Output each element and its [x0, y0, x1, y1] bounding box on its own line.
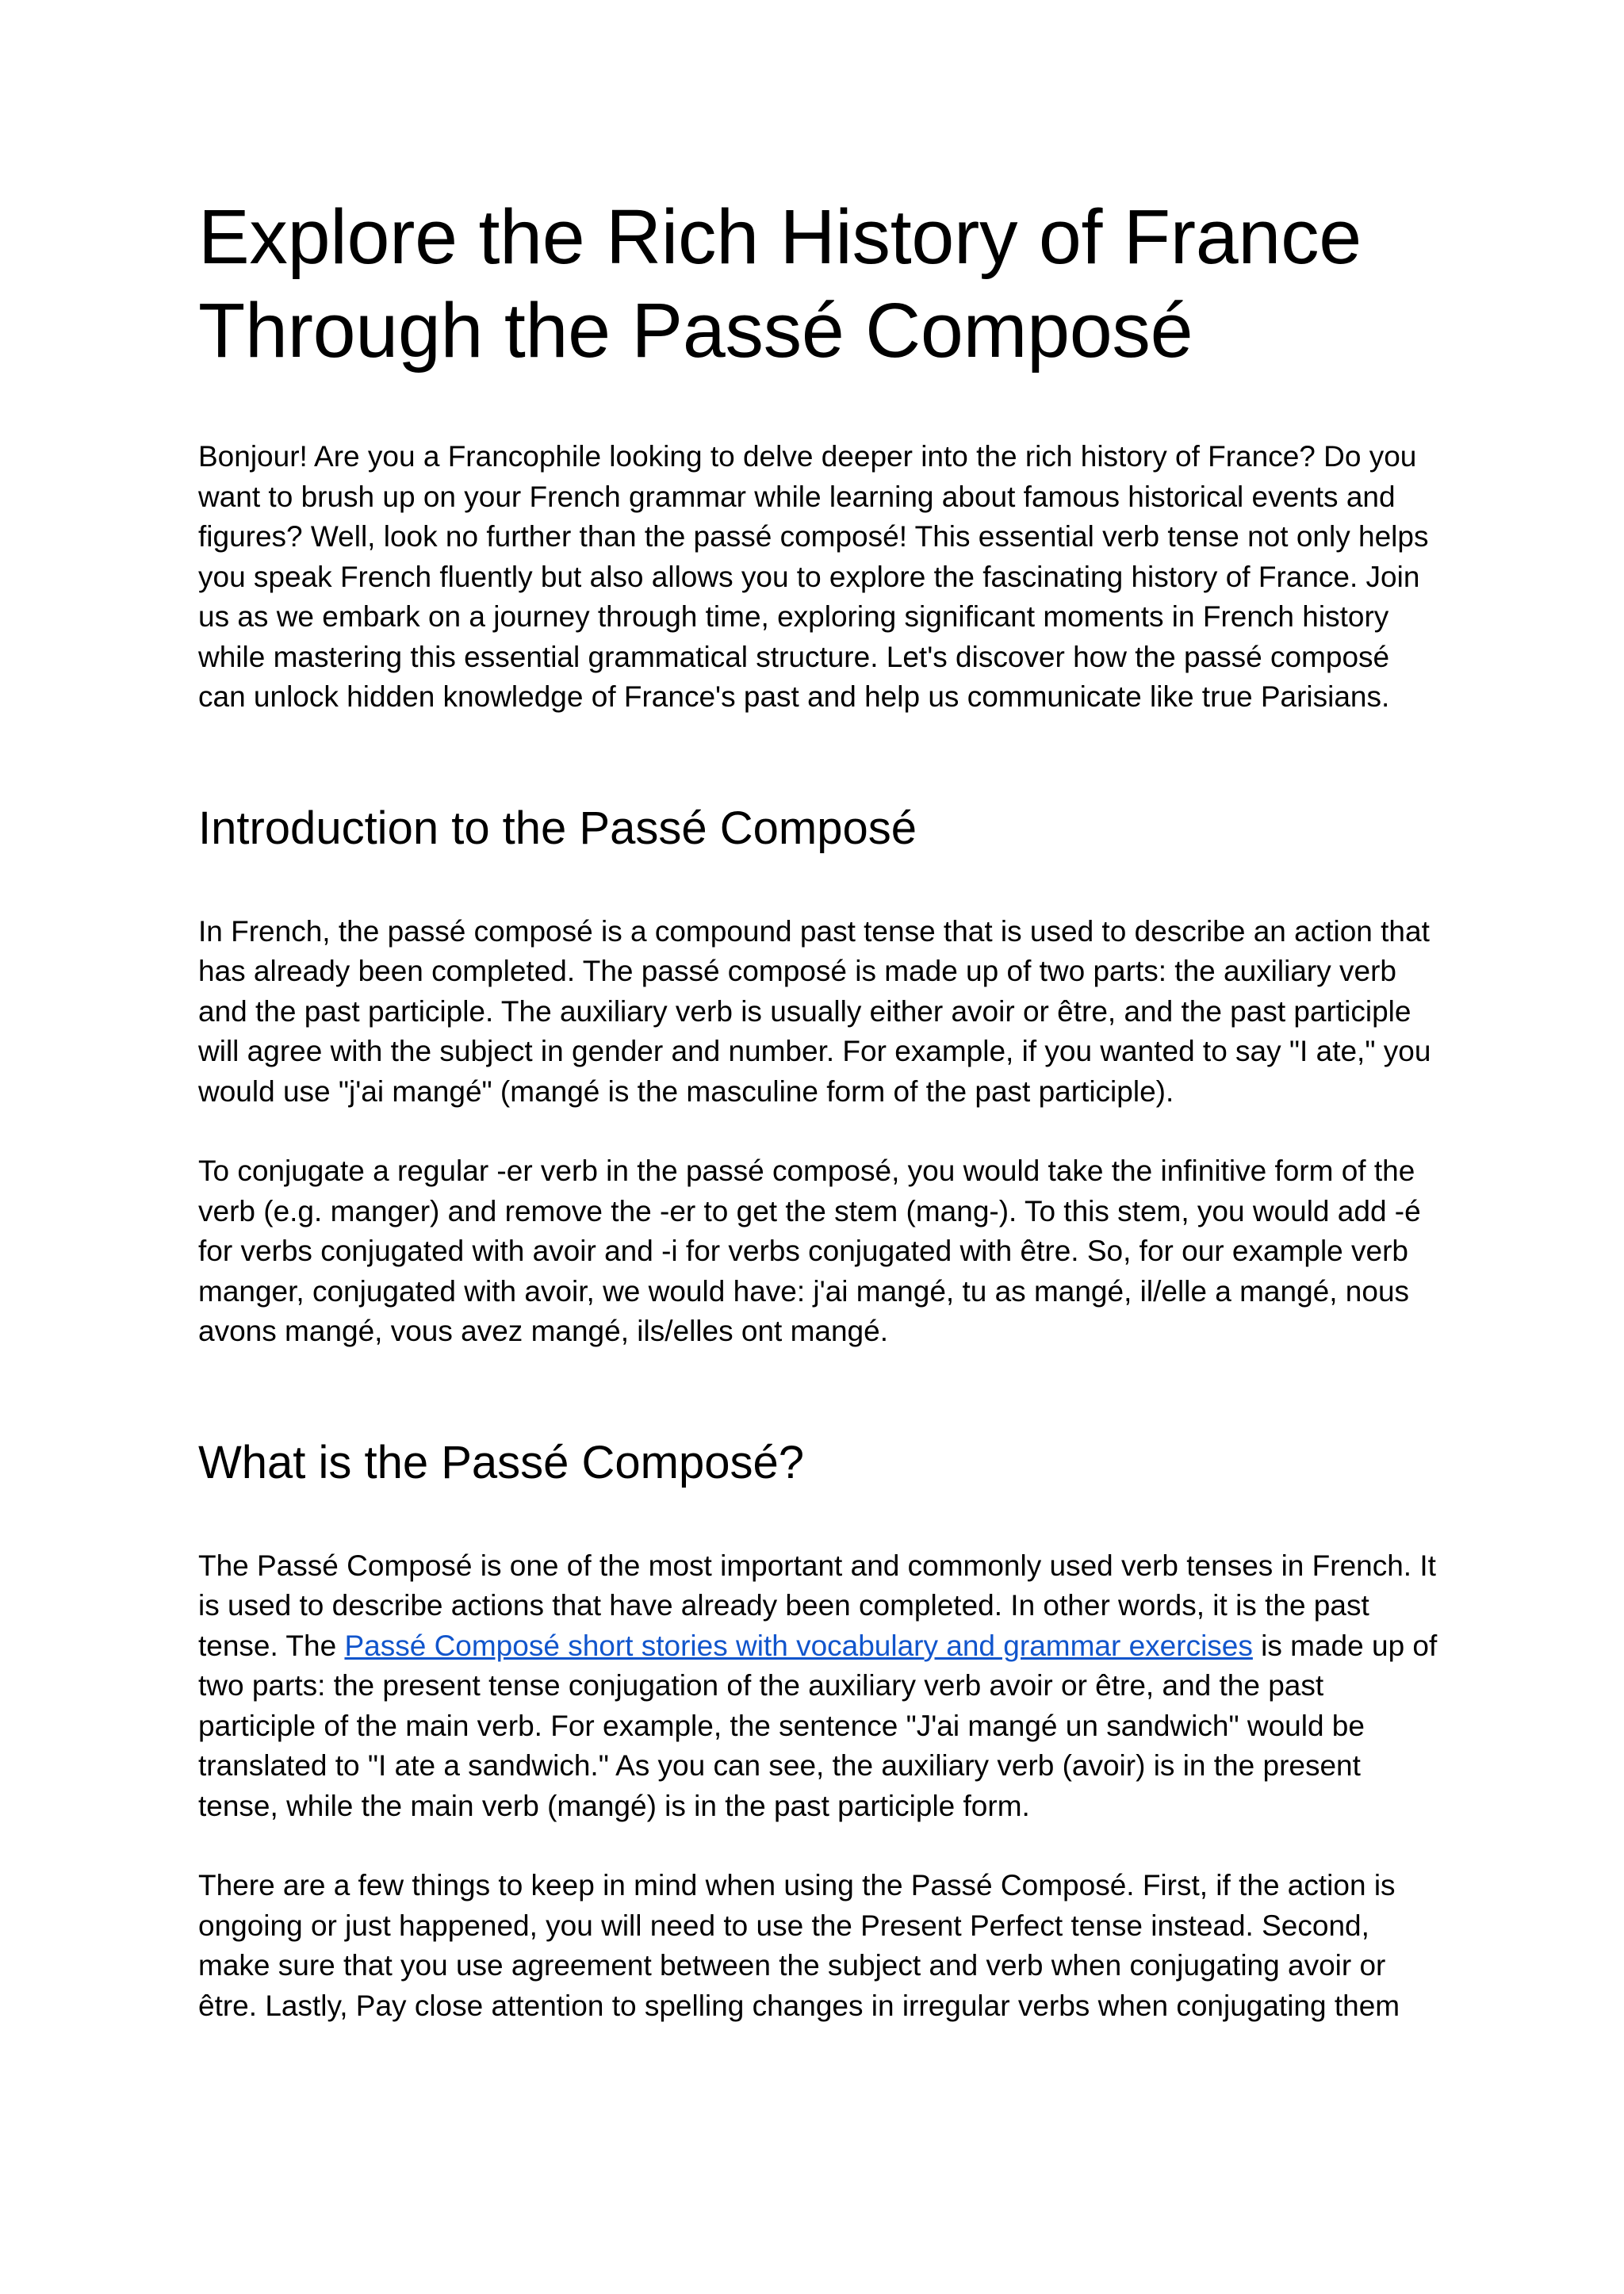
what-is-paragraph-1 — [198, 1546, 1443, 1827]
what-is-paragraph-1-text-after: is made up of two parts: the present tense conjugation of the auxiliary verb avoir or être, and the past participle of the main verb. For example, the sentence "J'ai mangé un sandwich" would be translated to "I ate a sandwich." As you can see, the auxiliary verb (avoir) is in the present tense, while the main verb (mangé) is in the past participle form. — [198, 1629, 1438, 1822]
page-title-line-1: Explore the Rich History of France — [198, 193, 1362, 280]
section-heading-what-is: What is the Passé Composé? — [198, 1436, 805, 1488]
what-is-paragraph-1-text-before: The Passé Composé is one of the most important and commonly used verb tenses in French. It is used to describe actions that have already been completed. In other words, it is the past tense. The — [198, 1549, 1436, 1662]
short-stories-link[interactable]: Passé Composé short stories with vocabulary and grammar exercises — [344, 1629, 1253, 1662]
introduction-paragraph-1: In French, the passé composé is a compound past tense that is used to describe an action that has already been completed. The passé composé is made up of two parts: the auxiliary verb and the past participle. The auxiliary verb is usually either avoir or être, and the past participle will agree with the subject in gender and number. For example, if you wanted to say "I ate," you would use "j'ai mangé" (mangé is the masculine form of the past participle). — [198, 914, 1431, 1108]
page-title-line-2: Through the Passé Composé — [198, 287, 1193, 373]
section-heading-introduction: Introduction to the Passé Composé — [198, 802, 917, 854]
document-page — [198, 190, 1443, 2026]
introduction-paragraph-2: To conjugate a regular -er verb in the passé composé, you would take the infinitive form of the verb (e.g. manger) and remove the -er to get the stem (mang-). To this stem, you would add -é for verbs conjugated with avoir and -i for verbs conjugated with être. So, for our example verb manger, conjugated with avoir, we would have: j'ai mangé, tu as mangé, il/elle a mangé, nous avons mangé, vous avez mangé, ils/elles ont mangé. — [198, 1155, 1421, 1347]
what-is-paragraph-2: There are a few things to keep in mind when using the Passé Composé. First, if the action is ongoing or just happened, you will need to use the Present Perfect tense instead. Second, make sure that you use agreement between the subject and verb when conjugating avoir or être. Lastly, Pay close attention to spelling changes in irregular verbs when conjugating them — [198, 1869, 1400, 2022]
intro-paragraph: Bonjour! Are you a Francophile looking to delve deeper into the rich history of France? Do you want to brush up on your French grammar while learning about famous historical events and figures? Well, look no further than the passé composé! This essential verb tense not only helps you speak French fluently but also allows you to explore the fascinating history of France. Join us as we embark on a journey through time, exploring significant moments in French history while mastering this essential grammatical structure. Let's discover how the passé composé can unlock hidden knowledge of France's past and help us communicate like true Parisians. — [198, 440, 1429, 713]
page-title — [198, 190, 1443, 377]
